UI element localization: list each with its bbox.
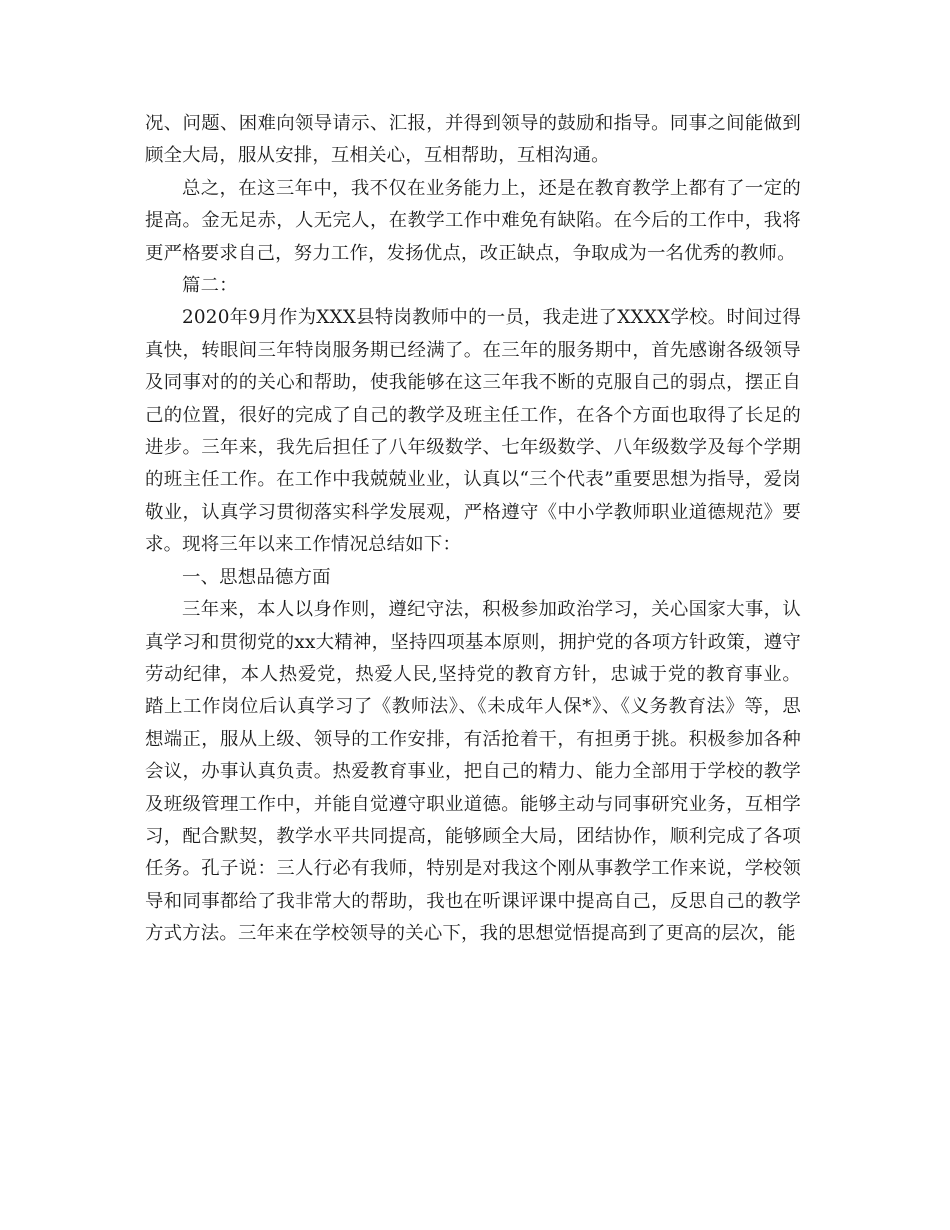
section-heading-part-two: 篇二：	[182, 275, 238, 297]
paragraph-introduction: 2020年9月作为XXX县特岗教师中的一员，我走进了XXXX学校。时间过得真快，转眼间三年特岗服务期已经满了。在三年的服务期中，首先感谢各级领导及同事对的的关心和帮助，使我能够在这三年我不断的克服自己的弱点，摆正自己的位置，很好的完成了自己的教学及班主任工作，在各个方面也取得了长足的进步。三年来，我先后担任了八年级数学、七年级数学、八年级数学及每个学期的班主任工作。在工作中我兢兢业业，认真以“三个代表”重要思想为指导，爱岗敬业，认真学习贯彻落实科学发展观，严格遵守《中小学教师职业道德规范》要求。现将三年以来工作情况总结如下：	[145, 307, 801, 556]
paragraph-summary: 总之，在这三年中，我不仅在业务能力上，还是在教育教学上都有了一定的提高。金无足赤，人无完人，在教学工作中难免有缺陷。在今后的工作中，我将更严格要求自己，努力工作，发扬优点，改正缺点，争取成为一名优秀的教师。	[145, 177, 801, 264]
document-page	[145, 108, 801, 951]
paragraph-continuation: 况、问题、困难向领导请示、汇报，并得到领导的鼓励和指导。同事之间能做到顾全大局，服从安排，互相关心，互相帮助，互相沟通。	[145, 113, 801, 167]
paragraph-ideology: 三年来，本人以身作则，遵纪守法，积极参加政治学习，关心国家大事，认真学习和贯彻党的xx大精神，坚持四项基本原则，拥护党的各项方针政策，遵守劳动纪律，本人热爱党，热爱人民,坚持党的教育方针，忠诚于党的教育事业。踏上工作岗位后认真学习了《教师法》、《未成年人保*》、《义务教育法》等，思想端正，服从上级、领导的工作安排，有活抢着干，有担勇于挑。积极参加各种会议，办事认真负责。热爱教育事业，把自己的精力、能力全部用于学校的教学及班级管理工作中，并能自觉遵守职业道德。能够主动与同事研究业务，互相学习，配合默契，教学水平共同提高，能够顾全大局，团结协作，顺利完成了各项任务。孔子说：三人行必有我师，特别是对我这个刚从事教学工作来说，学校领导和同事都给了我非常大的帮助，我也在听课评课中提高自己，反思自己的教学方式方法。三年来在学校领导的关心下，我的思想觉悟提高到了更高的层次，能	[145, 599, 801, 945]
section-heading-ideology: 一、思想品德方面	[182, 566, 331, 588]
